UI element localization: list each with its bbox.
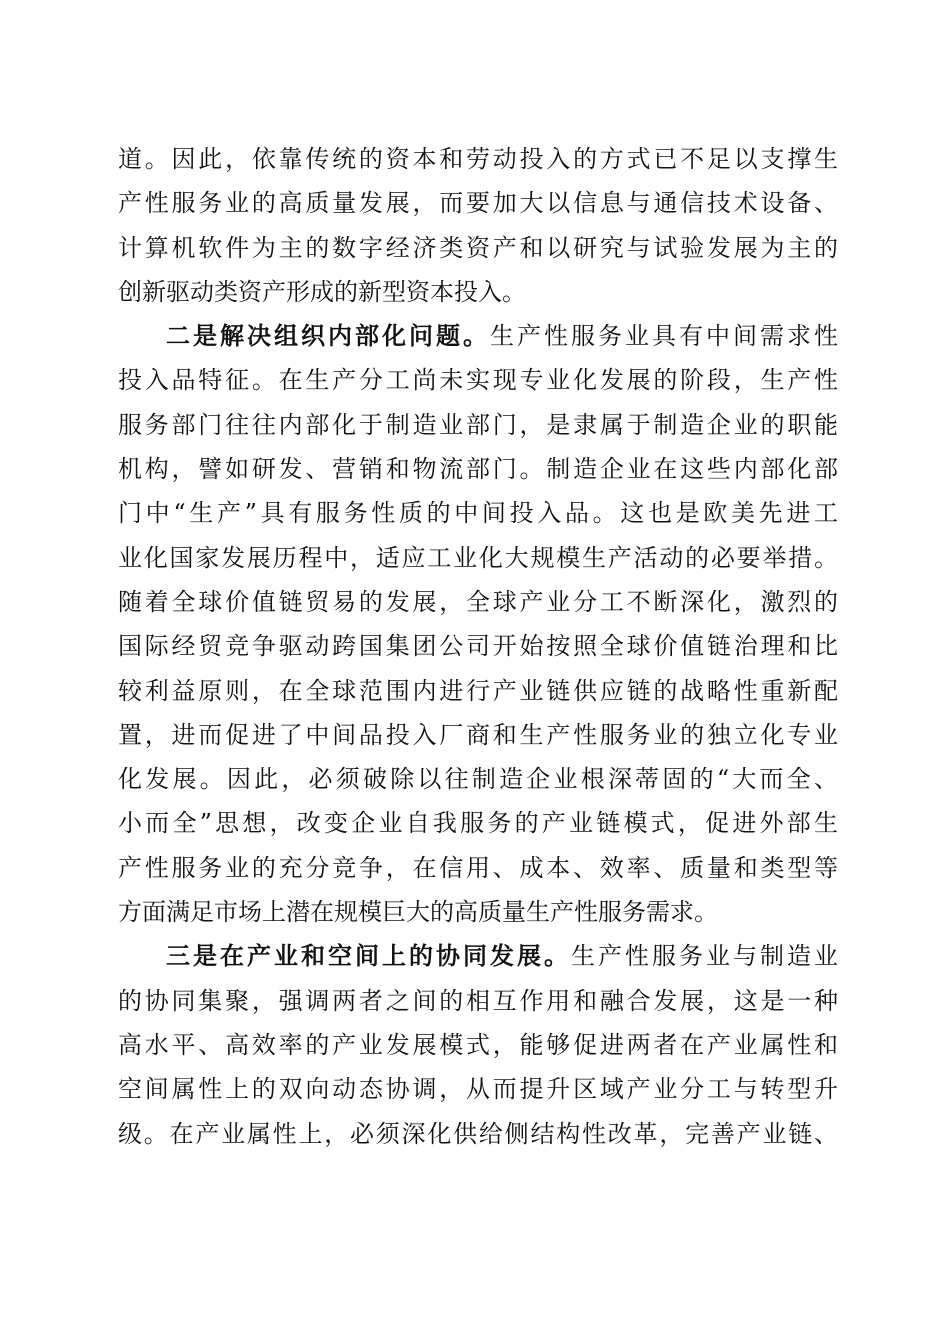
text-line: 小而全”思想，改变企业自我服务的产业链模式，促进外部生 [118,809,838,838]
paragraph-3 [118,934,838,1155]
text-line: 投入品特征。在生产分工尚未实现专业化发展的阶段，生产性 [118,366,838,395]
text-line: 随着全球价值链贸易的发展，全球产业分工不断深化，激烈的 [118,587,838,616]
text-line [118,314,838,358]
text-line: 机构，譬如研发、营销和物流部门。制造企业在这些内部化部 [118,455,838,484]
text-line: 计算机软件为主的数字经济类资产和以研究与试验发展为主的 [118,233,838,262]
text-line: 置，进而促进了中间品投入厂商和生产性服务业的独立化专业 [118,720,838,749]
text-line: 级。在产业属性上，必须深化供给侧结构性改革，完善产业链、 [118,1119,838,1148]
text-line: 服务部门往往内部化于制造业部门，是隶属于制造企业的职能 [118,410,838,439]
text-line: 业化国家发展历程中，适应工业化大规模生产活动的必要举措。 [118,543,838,572]
text-line [118,934,838,978]
text-line: 门中“生产”具有服务性质的中间投入品。这也是欧美先进工 [118,499,838,528]
text-line: 创新驱动类资产形成的新型资本投入。 [118,277,526,306]
paragraph-lead: 三是在产业和空间上的协同发展。 [166,941,571,971]
text-line: 国际经贸竞争驱动跨国集团公司开始按照全球价值链治理和比 [118,632,838,661]
text-line: 空间属性上的双向动态协调，从而提升区域产业分工与转型升 [118,1075,838,1104]
text-line: 较利益原则，在全球范围内进行产业链供应链的战略性重新配 [118,676,838,705]
text-line: 化发展。因此，必须破除以往制造企业根深蒂固的“大而全、 [118,765,838,794]
text-line: 高水平、高效率的产业发展模式，能够促进两者在产业属性和 [118,1030,838,1059]
paragraph-2 [118,314,838,934]
text-line: 的协同集聚，强调两者之间的相互作用和融合发展，这是一种 [118,986,838,1015]
document-body [118,137,838,1156]
text-line: 产性服务业的高质量发展，而要加大以信息与通信技术设备、 [118,189,838,218]
paragraph-lead: 二是解决组织内部化问题。 [166,321,490,351]
text-line: 产性服务业的充分竞争，在信用、成本、效率、质量和类型等 [118,853,838,882]
paragraph-1 [118,137,838,314]
text-line: 道。因此，依靠传统的资本和劳动投入的方式已不足以支撑生 [118,145,838,173]
paragraph-lead-rest: 生产性服务业具有中间需求性 [490,322,838,351]
text-line: 方面满足市场上潜在规模巨大的高质量生产性服务需求。 [118,898,718,927]
paragraph-lead-rest: 生产性服务业与制造业 [571,942,838,971]
